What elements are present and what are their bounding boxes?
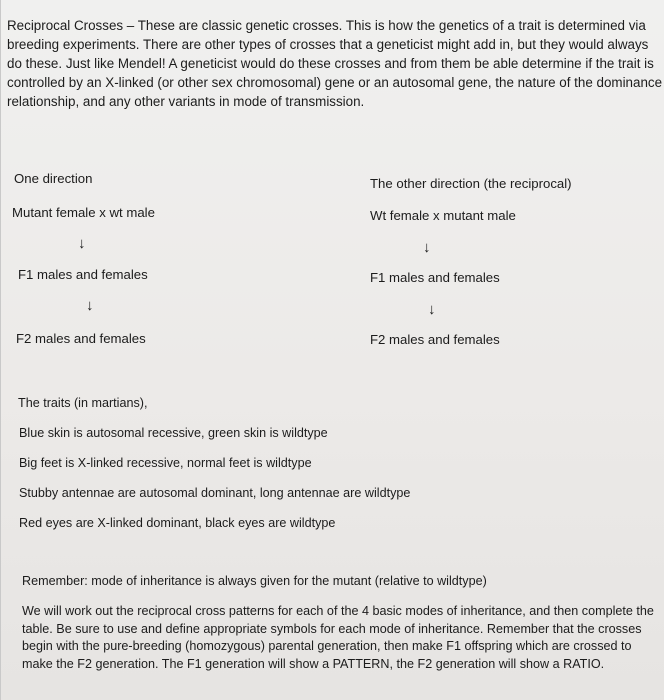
- down-arrow-icon: ↓: [428, 301, 436, 318]
- left-f2: F2 males and females: [16, 331, 146, 346]
- left-parents: Mutant female x wt male: [12, 205, 155, 220]
- trait-item: Red eyes are X-linked dominant, black eyes are wildtype: [19, 516, 336, 530]
- left-f1: F1 males and females: [18, 267, 148, 282]
- intro-paragraph: Reciprocal Crosses – These are classic genetic crosses. This is how the genetics of a trait is determined via breeding experiments. There are other types of crosses that a geneticist might add in, but they would always do these. Just like Mendel! A geneticist would do these crosses and from them be able determine if the trait is controlled by an X-linked (or other sex chromosomal) gene or an autosomal gene, the nature of the dominance relationship, and any other variants in mode of transmission.: [7, 18, 663, 109]
- right-direction-heading: The other direction (the reciprocal): [370, 176, 572, 191]
- right-parents: Wt female x mutant male: [370, 208, 516, 223]
- down-arrow-icon: ↓: [78, 235, 86, 252]
- remember-paragraph: We will work out the reciprocal cross patterns for each of the 4 basic modes of inheritance, and then complete the table. Be sure to use and define appropriate symbols for each mode of inheritance. Remember that the crosses begin with the pure-breeding (homozygous) parental generation, then make F1 offspring which are crossed to make the F2 generation. The F1 generation will show a PATTERN, the F2 generation will show a RATIO.: [22, 604, 654, 671]
- down-arrow-icon: ↓: [423, 239, 431, 256]
- trait-item: Stubby antennae are autosomal dominant, long antennae are wildtype: [19, 486, 411, 500]
- right-f1: F1 males and females: [370, 270, 500, 285]
- right-f2: F2 males and females: [370, 332, 500, 347]
- down-arrow-icon: ↓: [86, 297, 94, 314]
- trait-item: Blue skin is autosomal recessive, green skin is wildtype: [19, 426, 328, 440]
- trait-item: Big feet is X-linked recessive, normal feet is wildtype: [19, 456, 312, 470]
- traits-heading: The traits (in martians),: [18, 396, 148, 410]
- left-direction-heading: One direction: [14, 171, 93, 186]
- remember-note: Remember: mode of inheritance is always given for the mutant (relative to wildtype): [22, 574, 487, 588]
